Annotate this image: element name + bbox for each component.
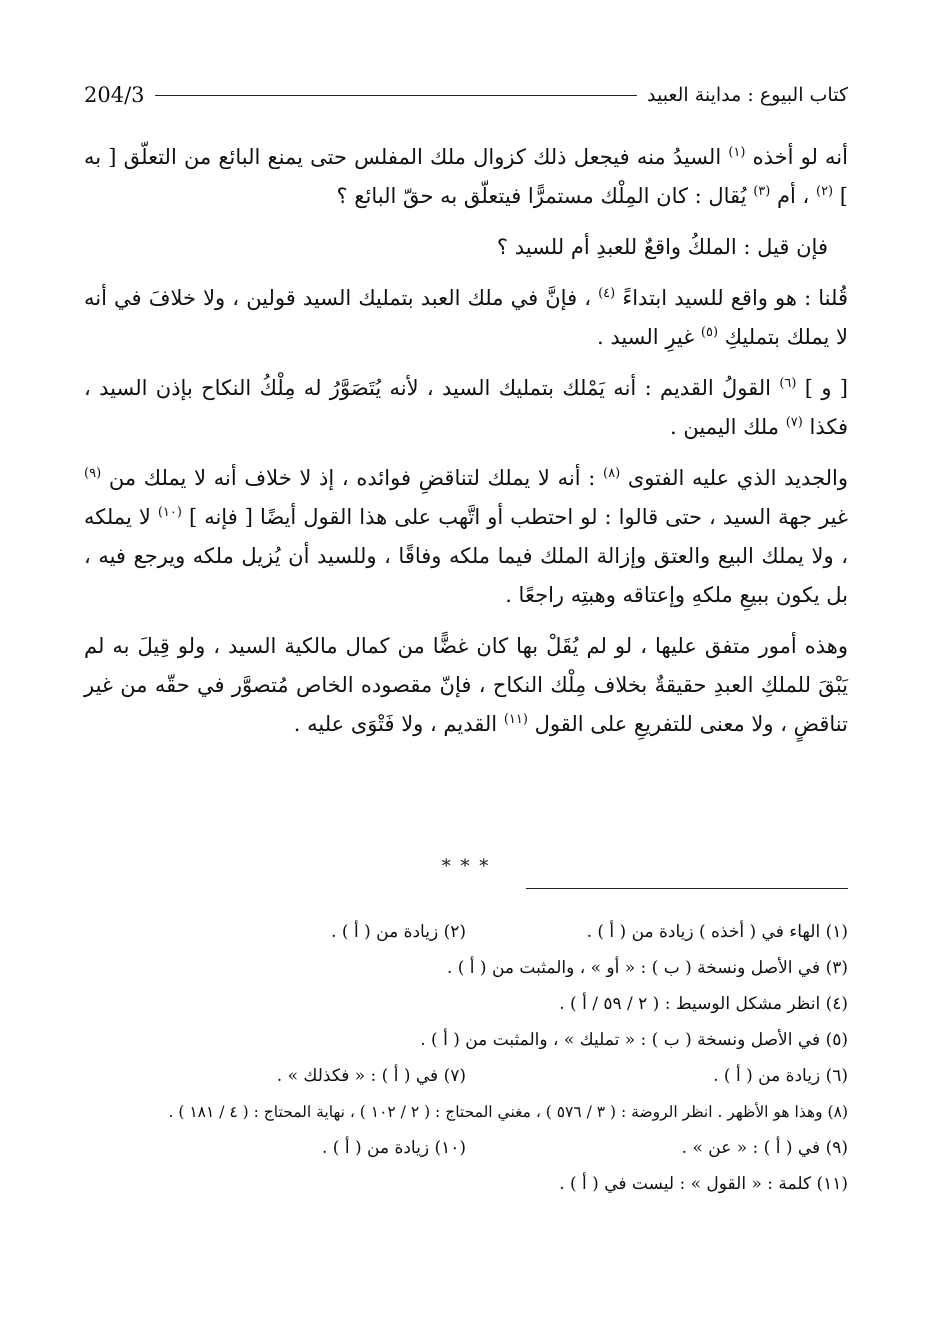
header-rule xyxy=(155,95,637,96)
footnote-5: (٥) في الأصل ونسخة ( ب ) : « تمليك » ، والمثبت من ( أ ) . xyxy=(420,1030,848,1050)
text-segment: يُقال : كان المِلْك مستمرًّا فيتعلّق به حقّ البائع ؟ xyxy=(336,184,754,208)
footnote-ref: (٣) xyxy=(753,184,771,199)
paragraph-6 xyxy=(84,627,848,744)
text-segment: القولُ القديم : أنه يَمْلك بتمليك السيد ، لأنه يُتَصَوَّرُ له مِلْكُ النكاح بإذن السيد ، فكذا xyxy=(84,376,848,439)
text-segment: قُلنا : هو واقع للسيد ابتداءً xyxy=(615,286,848,310)
running-header xyxy=(84,78,848,112)
footnotes xyxy=(84,914,848,1202)
footnote-row xyxy=(84,950,848,986)
paragraph-2 xyxy=(84,228,848,267)
text-segment: ، فإنَّ في ملك العبد بتمليك السيد قولين ، ولا خلافَ في أنه لا يملك بتمليكِ xyxy=(84,286,848,349)
footnote-ref: (٤) xyxy=(598,286,616,301)
footnote-ref: (٦) xyxy=(779,376,797,391)
footnote-4: (٤) انظر مشكل الوسيط : ( ٢ / ٥٩ / أ ) . xyxy=(559,994,848,1014)
paragraph-5 xyxy=(84,459,848,615)
text-segment: غير جهة السيد ، حتى قالوا : لو احتطب أو اتَّهب على هذا القول أيضًا [ فإنه ] xyxy=(181,505,848,529)
header-title: كتاب البيوع : مداينة العبيد xyxy=(646,84,848,106)
text-segment: أنه لو أخذه xyxy=(745,145,848,169)
footnote-3: (٣) في الأصل ونسخة ( ب ) : « أو » ، والمثبت من ( أ ) . xyxy=(446,958,848,978)
text-segment: : أنه لا يملك لتناقضِ فوائده ، إذ لا خلاف أنه لا يملك من xyxy=(101,466,604,490)
footnote-ref: (٢) xyxy=(815,184,834,199)
footnote-2: (٢) زيادة من ( أ ) . xyxy=(331,922,466,942)
footnote-row xyxy=(84,1022,848,1058)
footnote-row xyxy=(84,986,848,1022)
footnote-row xyxy=(84,1058,848,1094)
footnote-ref: (١) xyxy=(728,145,746,160)
footnote-8: (٨) وهذا هو الأظهر . انظر الروضة : ( ٣ / ٥٧٦ ) ، مغني المحتاج : ( ٢ / ١٠٢ ) ، نهاية المحتاج : ( ٤ / ١٨١ ) . xyxy=(168,1103,848,1121)
footnote-row xyxy=(84,914,848,950)
footnote-7: (٧) في ( أ ) : « فكذلك » . xyxy=(276,1066,466,1086)
main-text xyxy=(84,138,848,756)
footnote-6: (٦) زيادة من ( أ ) . xyxy=(713,1066,848,1086)
footnote-row xyxy=(84,1166,848,1202)
text-segment: السيدُ منه فيجعل ذلك كزوال ملك المفلس حتى يمنع البائع من التعلّق [ به ] xyxy=(84,145,848,208)
footnote-ref: (٨) xyxy=(603,466,621,481)
page-number: 204/3 xyxy=(84,83,145,107)
text-segment: وهذه أمور متفق عليها ، لو لم يُقَلْ بها كان غضًّا من كمال مالكية السيد ، ولو قِيلَ به لم يَبْقَ للملكِ العبدِ حقيقةٌ بخلاف مِلْك النكاح ، فإنّ مقصوده الخاص مُتصوَّر في حقّه من غير تناقضٍ ، ولا معنى للتفريعِ على القول xyxy=(84,634,848,736)
text-segment: لا يملكه ، ولا يملك البيع والعتق وإزالة الملك فيما ملكه وفاقًا ، وللسيد أن يُزيل ملكه ويرجع فيه ، بل يكون ببيعِ ملكهِ وإعتاقه وهبتِه راجعًا . xyxy=(84,505,848,607)
text-segment: فإن قيل : الملكُ واقعٌ للعبدِ أم للسيد ؟ xyxy=(496,235,828,259)
text-segment: القديم ، ولا فَتْوَى عليه . xyxy=(293,712,504,736)
footnote-rule xyxy=(526,888,848,889)
text-segment: والجديد الذي عليه الفتوى xyxy=(620,466,848,490)
footnote-11: (١١) كلمة : « القول » : ليست في ( أ ) . xyxy=(559,1174,848,1194)
footnote-row xyxy=(84,1130,848,1166)
footnote-ref: (٧) xyxy=(785,415,803,430)
paragraph-1 xyxy=(84,138,848,216)
footnote-9: (٩) في ( أ ) : « عن » . xyxy=(681,1138,848,1158)
section-separator: * * * xyxy=(441,856,491,877)
footnote-ref: (٩) xyxy=(84,466,102,481)
footnote-ref: (١٠) xyxy=(157,505,182,520)
footnote-1: (١) الهاء في ( أخذه ) زيادة من ( أ ) . xyxy=(586,922,848,942)
text-segment: غيرِ السيد . xyxy=(596,325,701,349)
paragraph-3 xyxy=(84,279,848,357)
footnote-row xyxy=(84,1094,848,1130)
text-segment: [ و ] xyxy=(796,376,848,400)
footnote-ref: (١١) xyxy=(503,712,528,727)
paragraph-4 xyxy=(84,369,848,447)
text-segment: ملك اليمين . xyxy=(670,415,786,439)
footnote-ref: (٥) xyxy=(700,325,719,340)
text-segment: ، أم xyxy=(770,184,816,208)
footnote-10: (١٠) زيادة من ( أ ) . xyxy=(322,1138,466,1158)
